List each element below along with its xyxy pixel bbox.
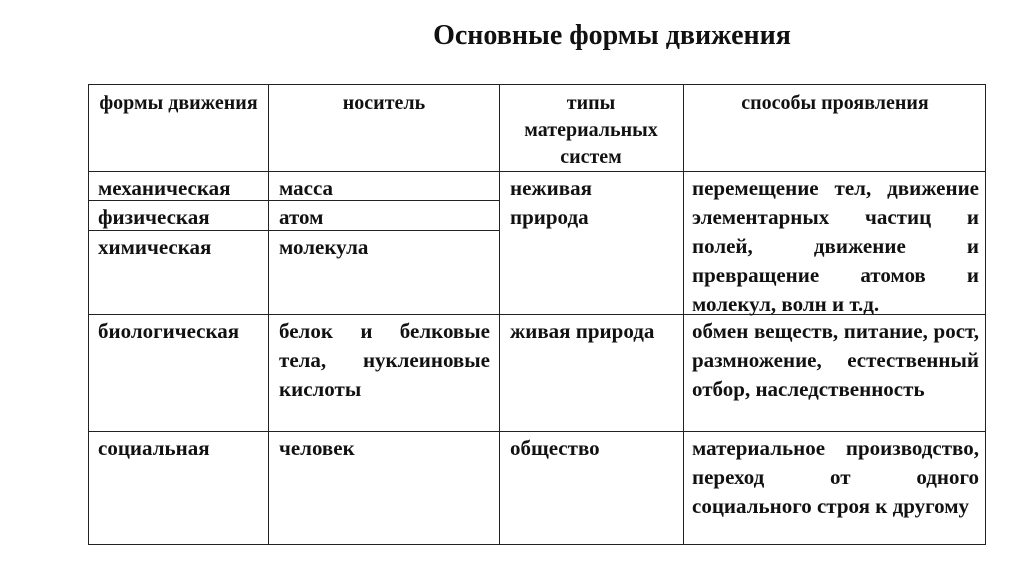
system-type-cell: общество (510, 436, 600, 460)
row-divider (89, 171, 985, 172)
carrier-cell: масса (279, 176, 334, 200)
header-system-types: типы материальных систем (524, 92, 658, 168)
header-forms: формы движения (99, 92, 258, 114)
system-type-cell: живая природа (510, 319, 655, 343)
header-carrier: носитель (342, 92, 426, 114)
manifestation-cell: обмен веществ, питание, рост, размножение, естественный отбор, наследственность (692, 319, 979, 401)
carrier-cell: атом (279, 205, 324, 229)
form-cell: биологическая (98, 319, 240, 343)
form-cell: физическая (98, 205, 210, 229)
form-cell: социальная (98, 436, 210, 460)
motion-forms-table (88, 84, 986, 545)
system-type-cell: неживая природа (510, 176, 592, 229)
manifestation-cell: материальное производство, переход от одного социального строя к другому (692, 436, 979, 518)
carrier-cell: человек (279, 436, 355, 460)
carrier-cell: белок и белковые тела, нуклеиновые кислоты (279, 319, 490, 401)
form-cell: химическая (98, 235, 212, 259)
header-manifestation: способы проявления (741, 92, 929, 114)
carrier-cell: молекула (279, 235, 369, 259)
form-cell: механическая (98, 176, 231, 200)
manifestation-cell: перемещение тел, движение элементарных частиц и полей, движение и превращение атомов и молекул, волн и т.д. (692, 176, 979, 316)
page-title: Основные формы движения (433, 20, 791, 51)
row-divider (89, 431, 985, 432)
